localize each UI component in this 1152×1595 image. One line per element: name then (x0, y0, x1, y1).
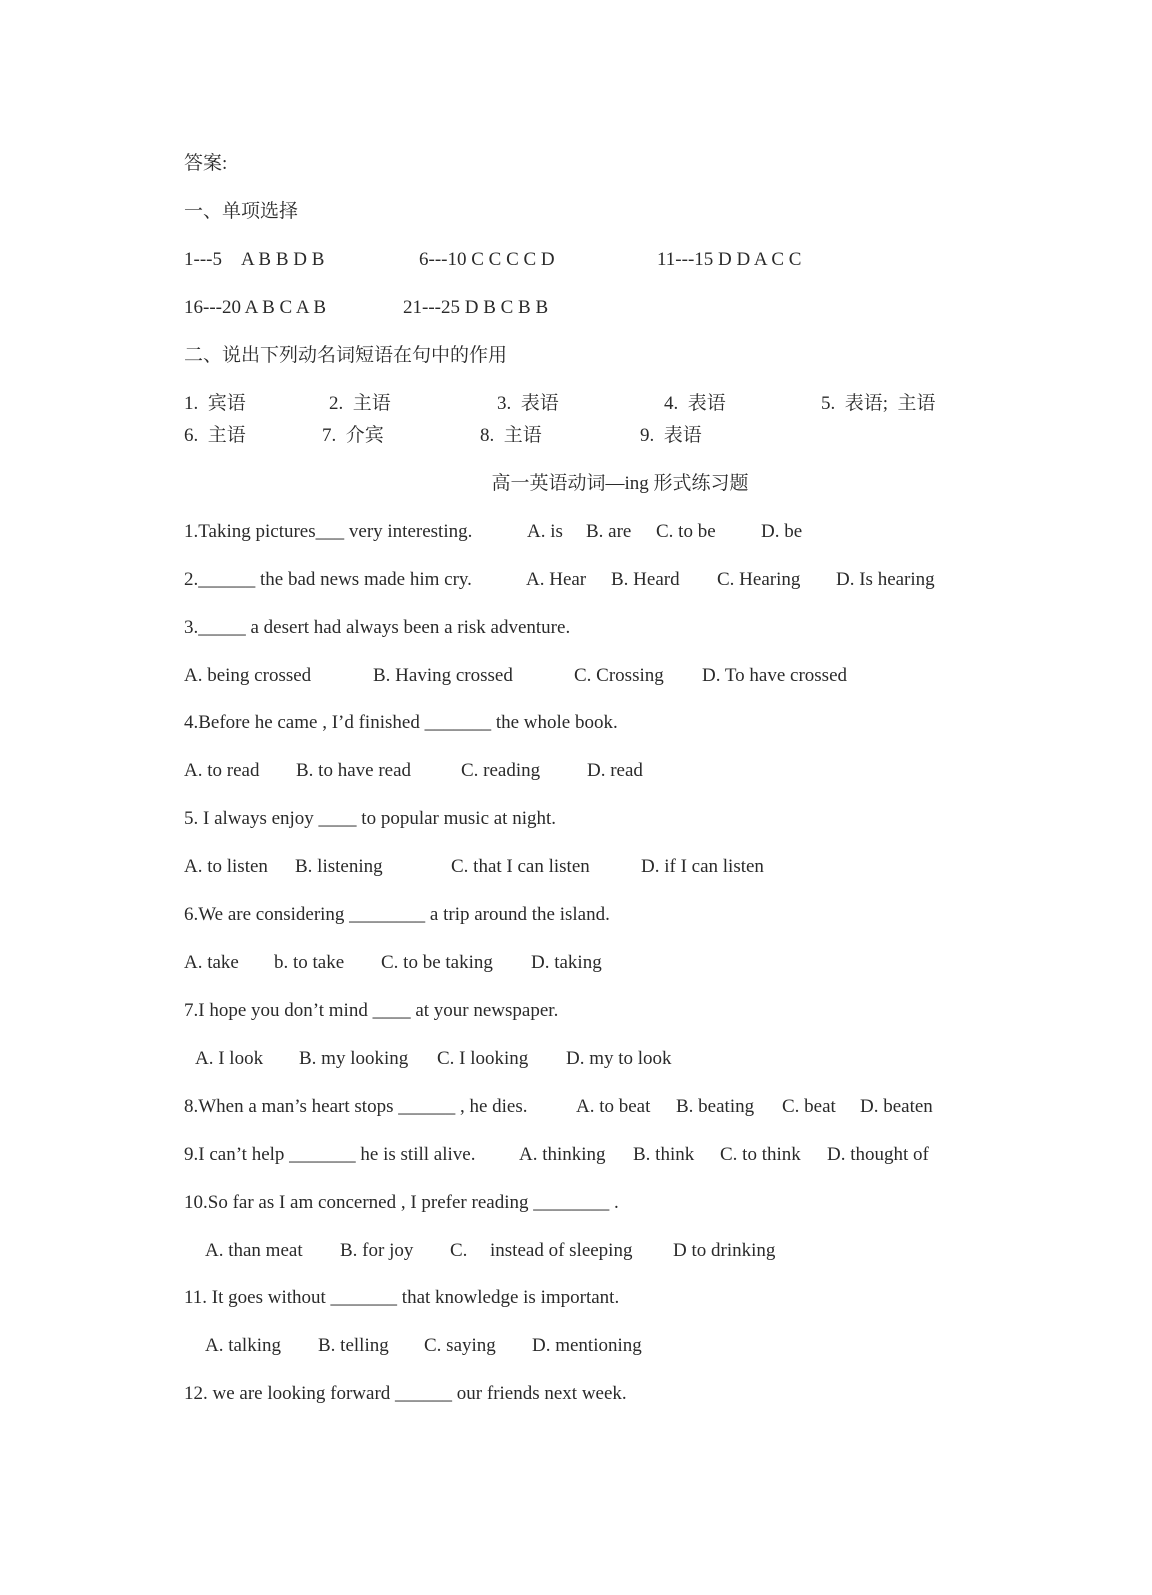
role-answer-7: 7. 介宾 (322, 425, 384, 446)
role-answer-4: 4. 表语 (664, 393, 726, 414)
question-3-stem: 3._____ a desert had always been a risk adventure. (184, 617, 571, 638)
answer-range-1-5: 1---5 A B B D B (184, 249, 325, 270)
question-2-stem: 2.______ the bad news made him cry. (184, 569, 472, 590)
question-1-stem: 1.Taking pictures___ very interesting. (184, 521, 473, 542)
question-7-stem: 7.I hope you don’t mind ____ at your newspaper. (184, 1000, 559, 1021)
role-answer-1: 1. 宾语 (184, 393, 246, 414)
answer-range-16-20: 16---20 A B C A B (184, 297, 326, 318)
question-5-option-c: C. that I can listen (451, 856, 590, 877)
exercise-title: 高一英语动词—ing 形式练习题 (491, 473, 749, 494)
question-4-option-d: D. read (587, 760, 643, 781)
question-6-option-d: D. taking (531, 952, 602, 973)
question-8-option-a: A. to beat (576, 1096, 651, 1117)
question-3-option-b: B. Having crossed (373, 665, 513, 686)
question-6-stem: 6.We are considering ________ a trip around the island. (184, 904, 610, 925)
question-2-option-a: A. Hear (526, 569, 587, 590)
question-10-option-b: B. for joy (340, 1240, 414, 1261)
question-5-stem: 5. I always enjoy ____ to popular music at night. (184, 808, 557, 829)
question-1-option-a: A. is (527, 521, 563, 542)
question-10-option-a: A. than meat (205, 1240, 303, 1261)
question-9-stem: 9.I can’t help _______ he is still alive. (184, 1144, 476, 1165)
role-answer-2: 2. 主语 (329, 393, 391, 414)
question-11-option-a: A. talking (205, 1335, 281, 1356)
question-11-stem: 11. It goes without _______ that knowledge is important. (184, 1287, 620, 1308)
question-11-option-d: D. mentioning (532, 1335, 642, 1356)
question-1-option-b: B. are (586, 521, 632, 542)
question-1-option-d: D. be (761, 521, 803, 542)
question-3-option-c: C. Crossing (574, 665, 664, 686)
question-10-option-d: D to drinking (673, 1240, 776, 1261)
question-10-option-c-label: C. (450, 1240, 468, 1261)
section2-title: 二、说出下列动名词短语在句中的作用 (184, 345, 508, 366)
question-6-option-b: b. to take (274, 952, 345, 973)
question-4-option-c: C. reading (461, 760, 541, 781)
question-9-option-d: D. thought of (827, 1144, 929, 1165)
role-answer-6: 6. 主语 (184, 425, 246, 446)
role-answer-8: 8. 主语 (480, 425, 542, 446)
question-3-option-a: A. being crossed (184, 665, 312, 686)
question-6-option-a: A. take (184, 952, 239, 973)
question-12-stem: 12. we are looking forward ______ our friends next week. (184, 1383, 627, 1404)
question-9-option-a: A. thinking (519, 1144, 606, 1165)
question-2-option-b: B. Heard (611, 569, 680, 590)
question-5-option-d: D. if I can listen (641, 856, 764, 877)
question-6-option-c: C. to be taking (381, 952, 493, 973)
question-4-option-b: B. to have read (296, 760, 412, 781)
question-8-stem: 8.When a man’s heart stops ______ , he dies. (184, 1096, 528, 1117)
question-1-option-c: C. to be (656, 521, 716, 542)
question-5-option-a: A. to listen (184, 856, 268, 877)
question-9-option-b: B. think (633, 1144, 695, 1165)
question-8-option-b: B. beating (676, 1096, 755, 1117)
role-answer-9: 9. 表语 (640, 425, 702, 446)
answer-range-21-25: 21---25 D B C B B (403, 297, 549, 318)
question-4-option-a: A. to read (184, 760, 260, 781)
question-11-option-c: C. saying (424, 1335, 496, 1356)
question-11-option-b: B. telling (318, 1335, 389, 1356)
role-answer-5: 5. 表语; 主语 (821, 393, 936, 414)
question-7-option-c: C. I looking (437, 1048, 529, 1069)
section1-title: 一、单项选择 (184, 201, 299, 222)
question-7-option-d: D. my to look (566, 1048, 672, 1069)
question-8-option-d: D. beaten (860, 1096, 933, 1117)
question-10-stem: 10.So far as I am concerned , I prefer reading ________ . (184, 1192, 619, 1213)
answers-heading: 答案: (184, 153, 228, 174)
question-2-option-c: C. Hearing (717, 569, 801, 590)
question-3-option-d: D. To have crossed (702, 665, 848, 686)
question-5-option-b: B. listening (295, 856, 383, 877)
question-2-option-d: D. Is hearing (836, 569, 935, 590)
question-4-stem: 4.Before he came , I’d finished _______ the whole book. (184, 712, 618, 733)
question-10-option-c-text: instead of sleeping (490, 1240, 633, 1261)
question-7-option-a: A. I look (195, 1048, 264, 1069)
role-answer-3: 3. 表语 (497, 393, 559, 414)
answer-range-11-15: 11---15 D D A C C (657, 249, 802, 270)
question-7-option-b: B. my looking (299, 1048, 409, 1069)
answer-range-6-10: 6---10 C C C C D (419, 249, 555, 270)
question-8-option-c: C. beat (782, 1096, 836, 1117)
question-9-option-c: C. to think (720, 1144, 801, 1165)
